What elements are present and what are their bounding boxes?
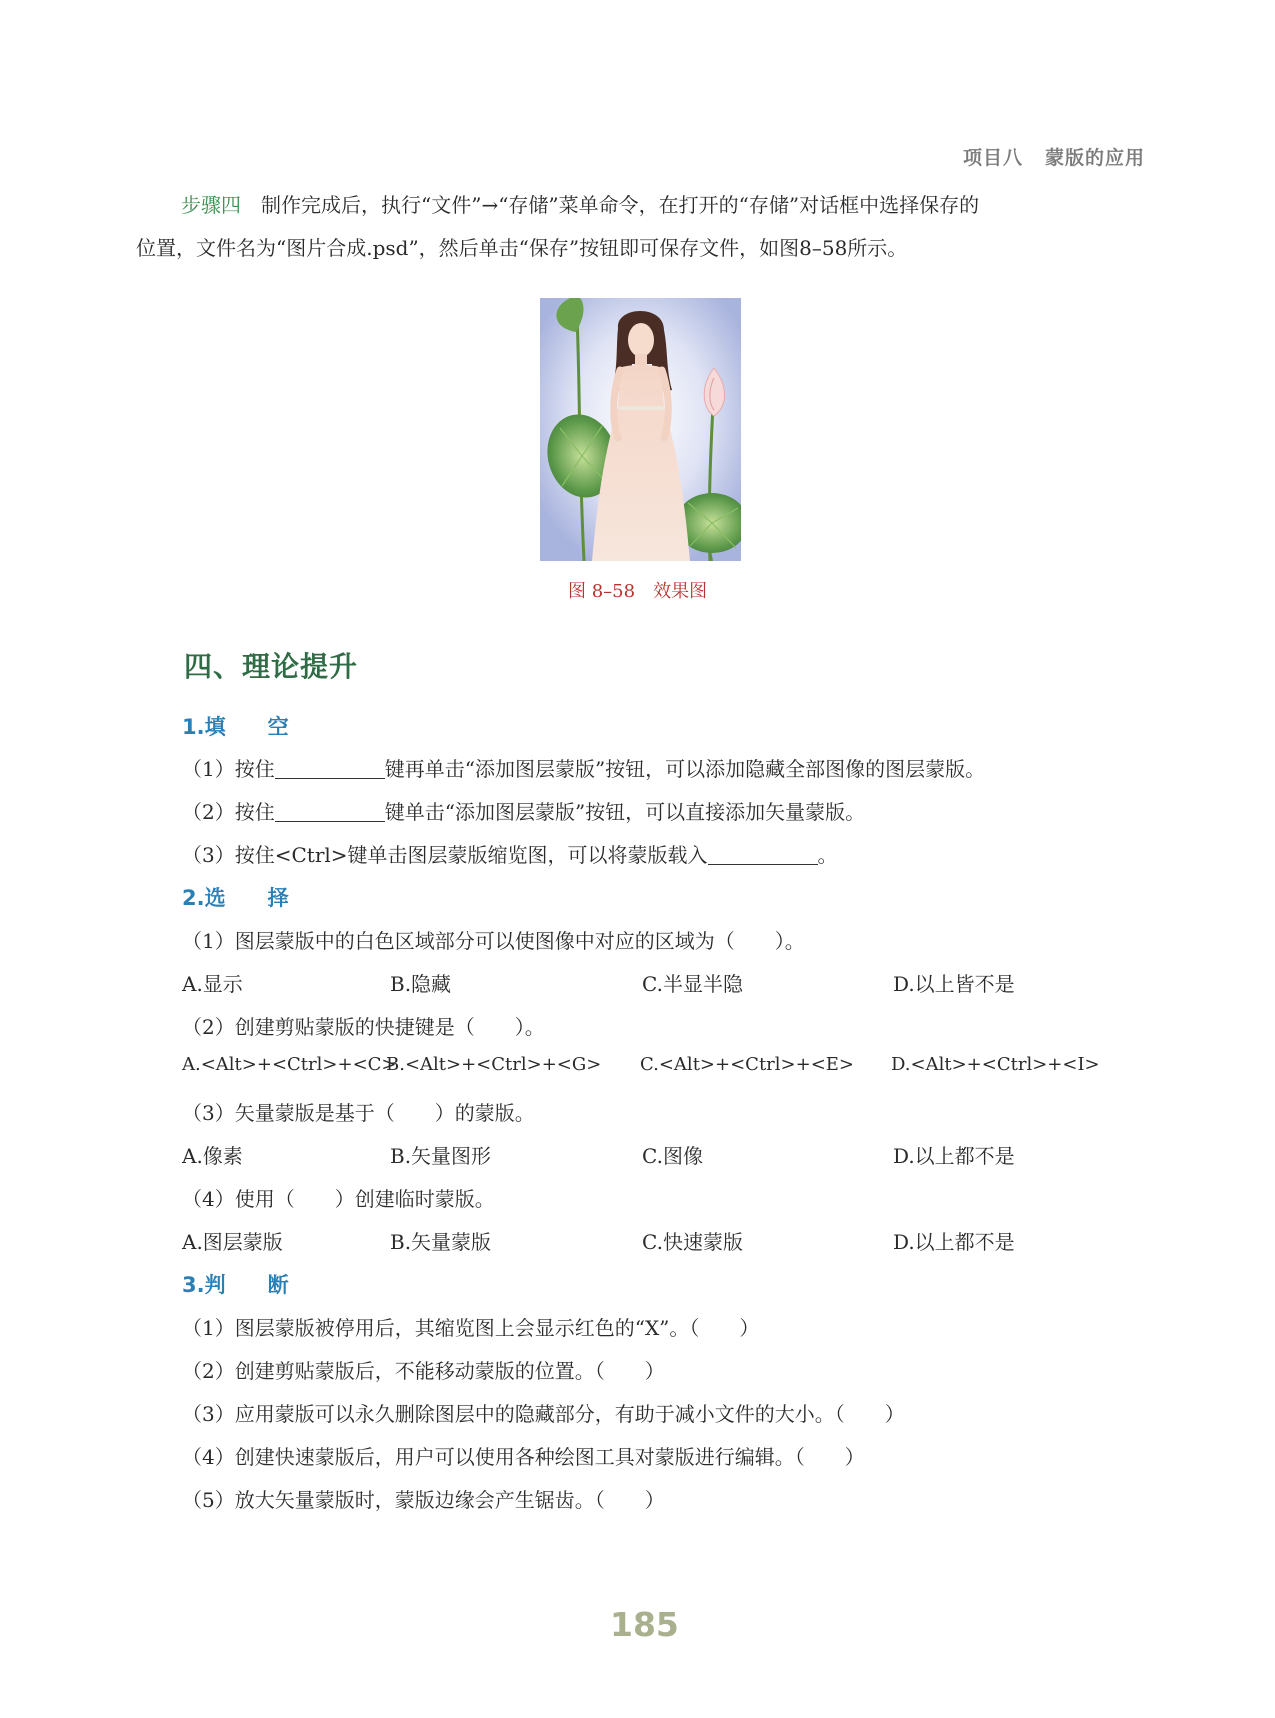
choice-4-option-b: B.矢量蒙版 xyxy=(390,1230,492,1254)
fill-q3-pre: （3）按住<Ctrl>键单击图层蒙版缩览图，可以将蒙版载入 xyxy=(182,843,708,867)
choice-question-2: （2）创建剪贴蒙版的快捷键是（ ）。 xyxy=(182,1015,545,1039)
choice-4-option-c: C.快速蒙版 xyxy=(642,1230,743,1254)
fill-q3-post: 。 xyxy=(817,843,838,867)
judge-heading-end: 断 xyxy=(267,1273,289,1297)
choice-3-option-c: C.图像 xyxy=(642,1144,703,1168)
fill-q1-pre: （1）按住 xyxy=(182,757,275,781)
choice-1-option-b: B.隐藏 xyxy=(390,972,452,996)
step4-line2: 位置，文件名为“图片合成.psd”，然后单击“保存”按钮即可保存文件，如图8–58所示。 xyxy=(136,236,908,260)
choice-2-option-d: D.<Alt>+<Ctrl>+<I> xyxy=(891,1054,1100,1075)
judge-item-2: （2）创建剪贴蒙版后，不能移动蒙版的位置。（ ） xyxy=(182,1359,665,1383)
header-title: 蒙版的应用 xyxy=(1044,147,1145,169)
choice-1-option-a: A.显示 xyxy=(182,972,243,996)
choice-2-option-c: C.<Alt>+<Ctrl>+<E> xyxy=(640,1054,855,1075)
judge-heading-num: 3.判 xyxy=(182,1273,226,1297)
choice-4-option-a: A.图层蒙版 xyxy=(182,1230,283,1254)
choice-3-option-a: A.像素 xyxy=(182,1144,243,1168)
choice-1-option-c: C.半显半隐 xyxy=(642,972,743,996)
step4-line1 xyxy=(136,184,1146,227)
fill-q2-post: 键单击“添加图层蒙版”按钮，可以直接添加矢量蒙版。 xyxy=(384,800,866,824)
choice-2-option-a: A.<Alt>+<Ctrl>+<C> xyxy=(182,1054,397,1075)
step4-label: 步骤四 xyxy=(181,193,241,217)
answer-blank xyxy=(708,844,818,865)
fill-q1-post: 键再单击“添加图层蒙版”按钮，可以添加隐藏全部图像的图层蒙版。 xyxy=(384,757,986,781)
fill-heading-end: 空 xyxy=(267,715,289,739)
fill-q2-pre: （2）按住 xyxy=(182,800,275,824)
judge-item-4: （4）创建快速蒙版后，用户可以使用各种绘图工具对蒙版进行编辑。（ ） xyxy=(182,1445,865,1469)
judge-item-3: （3）应用蒙版可以永久删除图层中的隐藏部分，有助于减小文件的大小。（ ） xyxy=(182,1402,905,1426)
judge-heading xyxy=(182,1269,289,1299)
running-header xyxy=(963,143,1145,170)
section-title: 四、理论提升 xyxy=(184,650,359,683)
step4-text1: 制作完成后，执行“文件”→“存储”菜单命令，在打开的“存储”对话框中选择保存的 xyxy=(261,193,980,217)
choice-1-option-d: D.以上皆不是 xyxy=(893,972,1015,996)
choice-heading-num: 2.选 xyxy=(182,886,226,910)
choice-3-option-d: D.以上都不是 xyxy=(893,1144,1015,1168)
choice-heading xyxy=(182,882,289,912)
judge-item-5: （5）放大矢量蒙版时，蒙版边缘会产生锯齿。（ ） xyxy=(182,1488,665,1512)
choice-heading-end: 择 xyxy=(267,886,289,910)
fill-question-3 xyxy=(182,839,838,868)
choice-2-option-b: B.<Alt>+<Ctrl>+<G> xyxy=(386,1054,602,1075)
step4-paragraph xyxy=(136,184,1146,270)
judge-item-1: （1）图层蒙版被停用后，其缩览图上会显示红色的“X”。（ ） xyxy=(182,1316,760,1340)
figure-caption: 图 8–58 效果图 xyxy=(568,581,708,602)
choice-3-option-b: B.矢量图形 xyxy=(390,1144,492,1168)
fill-question-2 xyxy=(182,796,865,825)
woman-lotus-illustration xyxy=(540,298,741,561)
effect-figure-image xyxy=(540,298,741,561)
choice-question-1: （1）图层蒙版中的白色区域部分可以使图像中对应的区域为（ ）。 xyxy=(182,929,805,953)
choice-question-3: （3）矢量蒙版是基于（ ）的蒙版。 xyxy=(182,1101,535,1125)
page-number: 185 xyxy=(610,1605,679,1644)
fill-blank-heading xyxy=(182,711,289,741)
answer-blank xyxy=(275,801,385,822)
fill-question-1 xyxy=(182,753,985,782)
choice-4-option-d: D.以上都不是 xyxy=(893,1230,1015,1254)
choice-question-4: （4）使用（ ）创建临时蒙版。 xyxy=(182,1187,495,1211)
header-project: 项目八 xyxy=(962,147,1023,169)
answer-blank xyxy=(275,758,385,779)
fill-heading-num: 1.填 xyxy=(182,715,226,739)
